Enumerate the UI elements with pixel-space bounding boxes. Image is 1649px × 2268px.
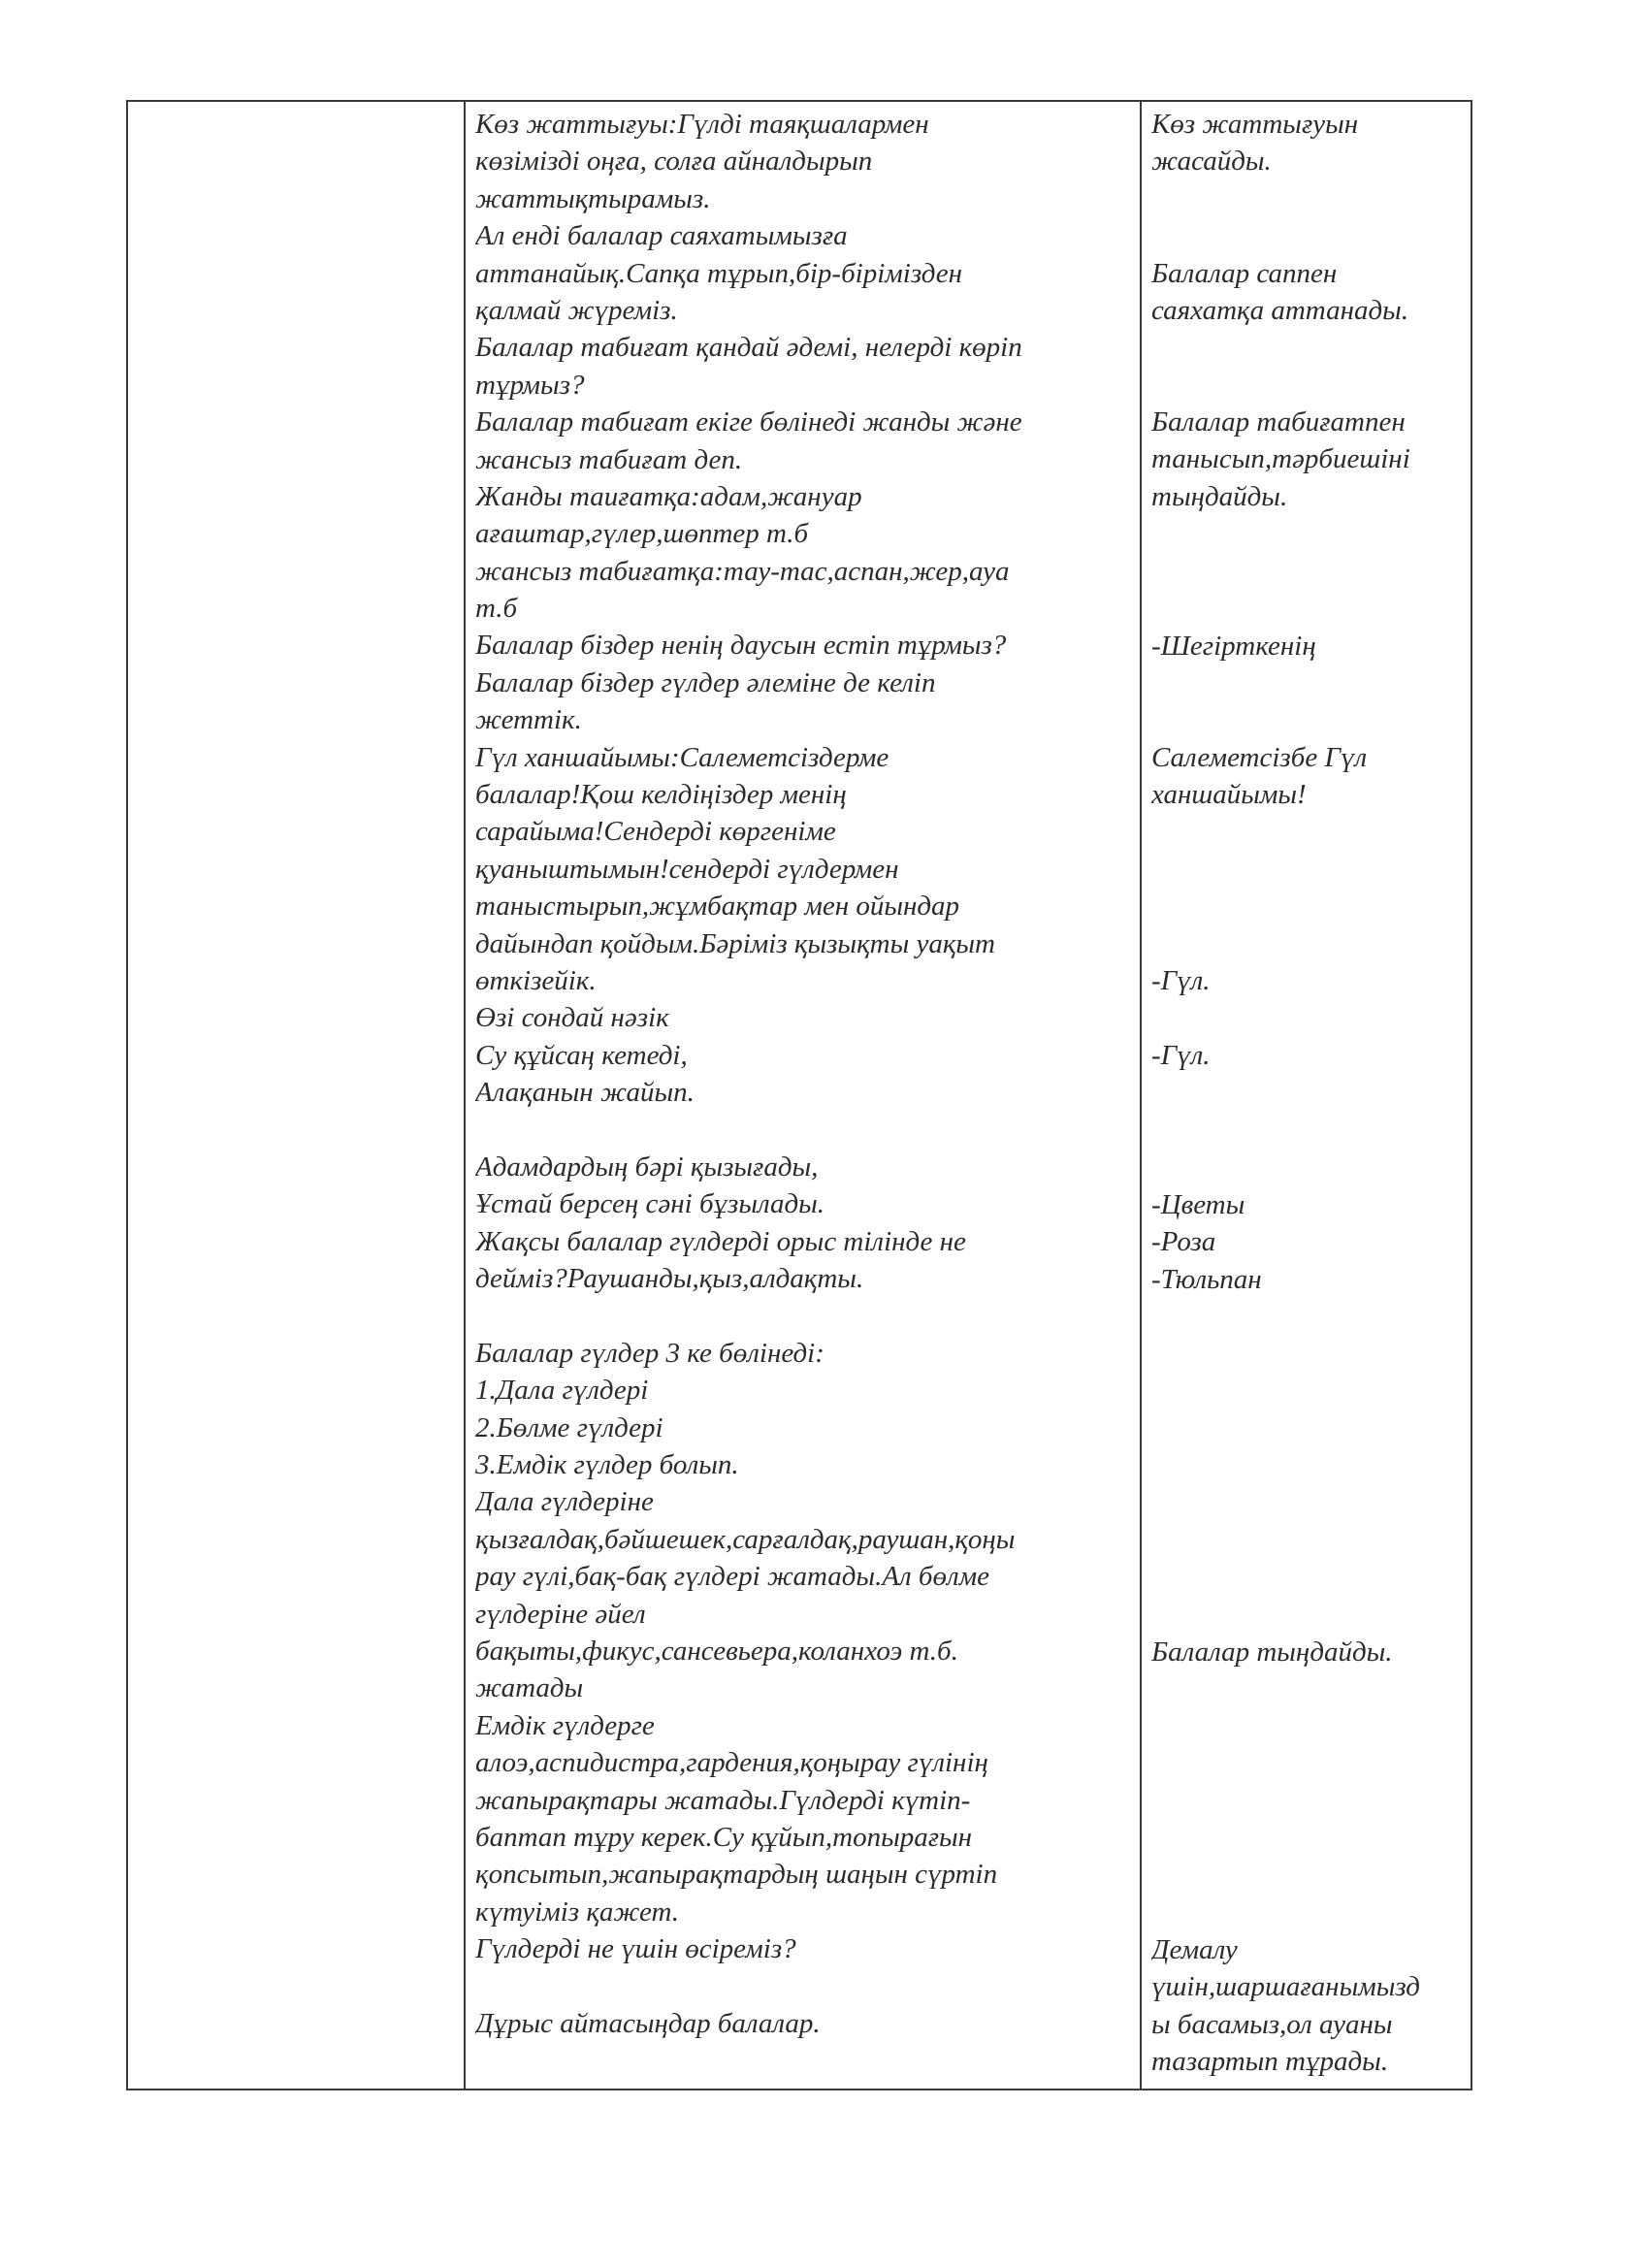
teacher-text-line: жансыз табиғатқа:тау-тас,аспан,жер,ауа [475, 555, 1010, 587]
teacher-text-line: Жанды таиғатқа:адам,жануар [475, 480, 862, 512]
response-line: Балалар табиғатпен [1151, 406, 1406, 437]
teacher-text-line: рау гүлі,бақ-бақ гүлдері жатады.Ал бөлме [475, 1561, 990, 1593]
teacher-text-line: жаттықтырамыз. [475, 182, 711, 214]
teacher-text-line: Адамдардың бәрі қызығады, [475, 1150, 819, 1183]
teacher-text-line: қопсытып,жапырақтардың шаңын сүртіп [475, 1859, 998, 1891]
response-line: танысып,тәрбиешіні [1151, 443, 1410, 475]
response-line: тазартып тұрады. [1151, 2046, 1389, 2078]
response-line: -Гүл. [1151, 965, 1211, 996]
teacher-text-line: Көз жаттығуы:Гүлді таяқшалармен [475, 109, 929, 140]
response-line-up [1151, 255, 1467, 330]
teacher-text-line [475, 1968, 1130, 2005]
teacher-text-line: сарайыма!Сендерді көргеніме [475, 816, 836, 848]
response-line: -Цветы [1151, 1189, 1245, 1220]
teacher-text-line: өткізейік. [475, 964, 597, 996]
teacher-text-line [475, 1112, 1130, 1149]
teacher-text-line: қалмай жүреміз. [475, 294, 678, 326]
response-line: Салеметсізбе Гүл [1151, 742, 1368, 773]
teacher-text-line: Емдік гүлдерге [475, 1709, 655, 1741]
teacher-text-line: Дұрыс айтасыңдар балалар. [475, 2007, 821, 2039]
teacher-text-line: дайындап қойдым.Бәріміз қызықты уақыт [475, 927, 995, 959]
stage-column [128, 102, 466, 2089]
teacher-text-line: 1.Дала гүлдері [475, 1375, 649, 1407]
response-line: -Роза [1151, 1226, 1216, 1258]
response-line: жасайды. [1151, 146, 1272, 178]
response-line: үшін,шаршағанымызд [1151, 1971, 1420, 2003]
response-grasshopper [1151, 628, 1467, 664]
response-line: Демалу [1151, 1934, 1238, 1965]
teacher-text-line: ағаштар,гүлер,шөптер т.б [475, 518, 809, 550]
response-listen [1151, 1634, 1467, 1670]
response-line: Көз жаттығуын [1151, 109, 1359, 140]
response-line: ханшайымы! [1151, 779, 1307, 811]
teacher-text-line: Балалар гүлдер 3 ке бөлінеді: [475, 1337, 824, 1369]
teacher-text-line: Гүлдерді не үшін өсіреміз? [475, 1933, 796, 1965]
teacher-text-line: Гүл ханшайымы:Салеметсіздерме [475, 741, 889, 773]
teacher-text-line: Жақсы балалар гүлдерді орыс тілінде не [475, 1225, 966, 1257]
teacher-text-line: т.б [475, 593, 518, 625]
teacher-text-line: Алақанын жайып. [475, 1077, 695, 1109]
teacher-text-line: Балалар біздер гүлдер әлеміне де келіп [475, 666, 936, 698]
response-eye-exercise [1151, 106, 1467, 180]
teacher-text-line: қуаныштымын!сендерді гүлдермен [475, 853, 899, 885]
teacher-text-line: бақыты,фикус,сансевьера,коланхоэ т.б. [475, 1636, 958, 1668]
teacher-text-line: 3.Емдік гүлдер болып. [475, 1449, 739, 1481]
teacher-text-line: Ал енді балалар саяхатымызға [475, 220, 848, 252]
teacher-text-line: тұрмыз? [475, 369, 585, 401]
teacher-text-line: балалар!Қош келдіңіздер менің [475, 779, 847, 811]
teacher-text-line: аттанайық.Сапқа тұрып,бір-бірімізден [475, 257, 963, 289]
teacher-text-line: күтуіміз қажет. [475, 1895, 680, 1928]
response-line: Балалар тыңдайды. [1151, 1636, 1393, 1668]
response-line: саяхатқа аттанады. [1151, 295, 1409, 327]
teacher-text-line: Өзі сондай нәзік [475, 1002, 669, 1034]
teacher-text-line: Балалар біздер ненің даусын естіп тұрмыз? [475, 630, 1007, 662]
teacher-text-line: Балалар табиғат екіге бөлінеді жанды және [475, 406, 1022, 438]
teacher-text-line: жапырақтары жатады.Гүлдерді күтіп- [475, 1784, 971, 1816]
teacher-text-line: Су құйсаң кетеді, [475, 1039, 688, 1071]
teacher-text-line: Балалар табиғат қандай әдемі, нелерді көріп [475, 332, 1022, 364]
response-line: -Гүл. [1151, 1040, 1211, 1071]
response-line: тыңдайды. [1151, 480, 1288, 512]
teacher-text-line: көзімізді оңға, солға айналдырып [475, 146, 873, 178]
teacher-text-line: дейміз?Раушанды,қыз,алдақты. [475, 1263, 864, 1295]
teacher-text-line: жеттік. [475, 704, 582, 736]
response-russian-names [1151, 1186, 1467, 1298]
teacher-text-line: жатады [475, 1672, 584, 1704]
teacher-text-line: гүлдеріне әйел [475, 1598, 646, 1630]
teacher-text-line: баптап тұру керек.Су құйып,топырағын [475, 1821, 973, 1853]
teacher-text-line [475, 1298, 1130, 1335]
teacher-text-line: жансыз табиғат деп. [475, 443, 743, 475]
response-riddle-1 [1151, 962, 1467, 999]
children-activity-column [1142, 102, 1471, 2089]
response-line: -Шегірткенің [1151, 631, 1316, 662]
teacher-text-line: 2.Бөлме гүлдері [475, 1411, 663, 1443]
teacher-text-line: Дала гүлдеріне [475, 1486, 654, 1518]
teacher-text-line: алоэ,аспидистра,гардения,қоңырау гүлінің [475, 1747, 988, 1779]
teacher-text-line: таныстырып,жұмбақтар мен ойындар [475, 891, 960, 923]
response-line: ы басамыз,ол ауаны [1151, 2008, 1393, 2040]
teacher-text-line: қызғалдақ,бәйшешек,сарғалдақ,раушан,қоңы [475, 1523, 1016, 1555]
response-nature [1151, 404, 1467, 515]
response-greeting [1151, 739, 1467, 814]
lesson-plan-table [126, 100, 1472, 2090]
response-why-grow [1151, 1931, 1467, 2081]
response-line: -Тюльпан [1151, 1263, 1262, 1295]
response-line: Балалар саппен [1151, 258, 1338, 289]
teacher-activity-column [466, 102, 1142, 2089]
response-riddle-2 [1151, 1037, 1467, 1074]
teacher-text-line: Ұстай берсең сәні бұзылады. [475, 1188, 825, 1220]
